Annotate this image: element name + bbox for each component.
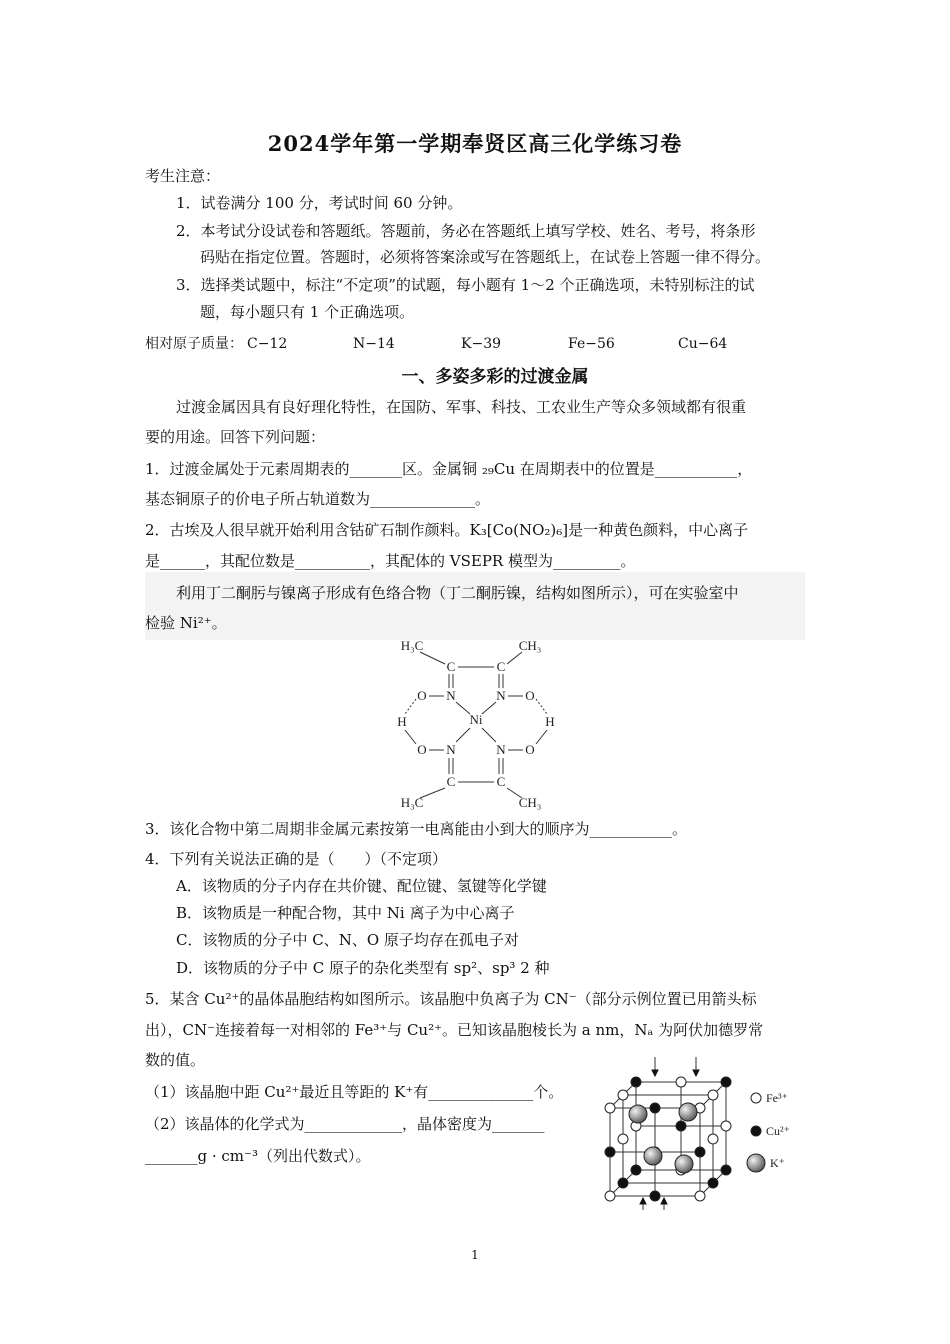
- option-a: A．该物质的分子内存在共价键、配位键、氢键等化学键: [176, 877, 547, 895]
- atom-n: N: [496, 742, 506, 757]
- atom-n: N: [446, 742, 456, 757]
- question-5-2: （2）该晶体的化学式为_____________，晶体密度为_______: [145, 1115, 545, 1133]
- question-5-cont: 数的值。: [145, 1051, 206, 1069]
- page-number: 1: [471, 1248, 479, 1262]
- intro-text: 过渡金属因具有良好理化特性，在国防、军事、科技、工农业生产等众多领域都有很重: [176, 398, 747, 416]
- atom-o: O: [417, 742, 427, 757]
- mass-value: Fe−56: [568, 336, 615, 352]
- legend-fe-label: Fe³⁺: [766, 1091, 788, 1105]
- question-5: 5．某含 Cu²⁺的晶体晶胞结构如图所示。该晶胞中负离子为 CN⁻（部分示例位置已用箭头标: [145, 990, 757, 1008]
- atom-h: H: [545, 714, 555, 729]
- legend-cu-label: Cu²⁺: [766, 1124, 790, 1138]
- atom-c: C: [496, 774, 506, 789]
- label-ch3: H₃C: [400, 795, 424, 810]
- legend-fe-marker: [751, 1093, 761, 1103]
- atom-o: O: [525, 742, 535, 757]
- notice-item: 2．本考试分设试卷和答题纸。答题前，务必在答题纸上填写学校、姓名、考号，将条形: [176, 222, 756, 240]
- intro-text: 要的用途。回答下列问题：: [145, 428, 326, 446]
- question-1-cont: 基态铜原子的价电子所占轨道数为______________。: [145, 490, 491, 508]
- atom-h: H: [397, 714, 407, 729]
- nickel-dmg-structure: [390, 636, 565, 816]
- atom-c: C: [496, 659, 506, 674]
- notice-item: 码贴在指定位置。答题时，必须将答案涂或写在答题纸上，在试卷上答题一律不得分。: [200, 248, 771, 266]
- atom-ni: Ni: [469, 712, 483, 727]
- atom-c: C: [446, 659, 456, 674]
- label-ch3: CH₃: [518, 795, 542, 810]
- question-2-cont: 是______，其配位数是__________，其配体的 VSEPR 模型为_________。: [145, 552, 636, 570]
- option-d: D．该物质的分子中 C 原子的杂化类型有 sp²、sp³ 2 种: [176, 959, 550, 977]
- mass-value: C−12: [247, 336, 288, 352]
- legend-cu-marker: [751, 1126, 761, 1136]
- atom-o: O: [417, 688, 427, 703]
- question-2: 2．古埃及人很早就开始利用含钴矿石制作颜料。K₃[Co(NO₂)₆]是一种黄色颜料，中心离子: [145, 521, 749, 539]
- question-5-1: （1）该晶胞中距 Cu²⁺最近且等距的 K⁺有______________个。: [145, 1083, 564, 1101]
- atom-n: N: [496, 688, 506, 703]
- question-5-2-cont: _______g · cm⁻³（列出代数式）。: [145, 1147, 371, 1165]
- atom-n: N: [446, 688, 456, 703]
- question-4: 4．下列有关说法正确的是（ ）（不定项）: [145, 850, 448, 868]
- label-ch3: H₃C: [400, 638, 424, 653]
- notice-heading: 考生注意：: [145, 167, 221, 185]
- mass-label: 相对原子质量：: [145, 336, 243, 352]
- atom-c: C: [446, 774, 456, 789]
- question-1: 1．过渡金属处于元素周期表的_______区。金属铜 ₂₉Cu 在周期表中的位置是___________，: [145, 460, 753, 478]
- mass-value: K−39: [461, 336, 502, 352]
- notice-item: 题，每小题只有 1 个正确选项。: [200, 303, 415, 321]
- atomic-masses: [145, 333, 727, 355]
- option-b: B．该物质是一种配合物，其中 Ni 离子为中心离子: [176, 904, 515, 922]
- page-title: 2024学年第一学期奉贤区高三化学练习卷: [267, 131, 683, 156]
- question-5-cont: 出），CN⁻连接着每一对相邻的 Fe³⁺与 Cu²⁺。已知该晶胞棱长为 a nm，Nₐ 为阿伏加德罗常: [145, 1021, 764, 1039]
- mass-value: Cu−64: [678, 336, 728, 352]
- label-ch3: CH₃: [518, 638, 542, 653]
- atom-o: O: [525, 688, 535, 703]
- legend-k-marker: [747, 1154, 765, 1172]
- context-text: 检验 Ni²⁺。: [145, 614, 227, 632]
- option-c: C．该物质的分子中 C、N、O 原子均存在孤电子对: [176, 931, 519, 949]
- question-3: 3．该化合物中第二周期非金属元素按第一电离能由小到大的顺序为___________。: [145, 820, 688, 838]
- mass-value: N−14: [353, 336, 395, 352]
- crystal-cell-diagram: [598, 1052, 798, 1212]
- context-text: 利用丁二酮肟与镍离子形成有色络合物（丁二酮肟镍，结构如图所示），可在实验室中: [176, 584, 739, 602]
- notice-item: 1．试卷满分 100 分，考试时间 60 分钟。: [176, 194, 463, 212]
- section-title: 一、多姿多彩的过渡金属: [401, 367, 589, 387]
- notice-item: 3．选择类试题中，标注“不定项”的试题，每小题有 1～2 个正确选项，未特别标注的试: [176, 276, 755, 294]
- legend-k-label: K⁺: [770, 1156, 785, 1170]
